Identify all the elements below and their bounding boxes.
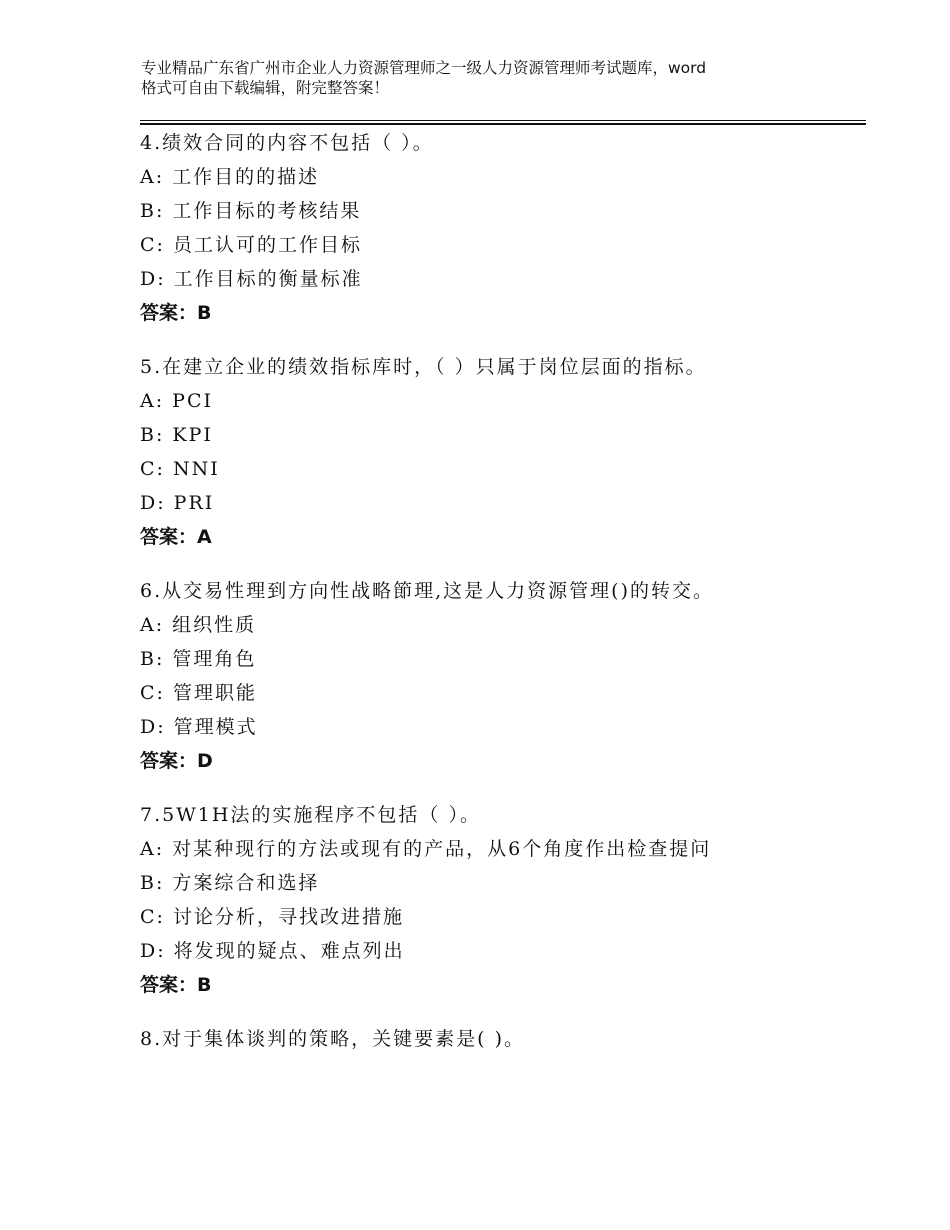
question-8 [140,1022,866,1056]
option-b: B: 管理角色 [140,648,257,670]
option-a: A: 工作目的的描述 [140,166,320,188]
option-b: B: KPI [140,424,213,446]
header-line-2: 格式可自由下载编辑，附完整答案！ [141,79,390,97]
question-stem: 4.绩效合同的内容不包括（ ）。 [140,132,434,154]
answer: 答案：B [140,974,212,996]
question-stem: 5.在建立企业的绩效指标库时，（ ）只属于岗位层面的指标。 [140,356,707,378]
question-4 [140,126,866,330]
option-c: C: 员工认可的工作目标 [140,234,362,256]
option-d: D: 工作目标的衡量标准 [140,268,363,290]
option-a: A: 对某种现行的方法或现有的产品，从6个角度作出检查提问 [140,838,712,860]
header-divider-thick [140,123,866,125]
option-b: B: 工作目标的考核结果 [140,200,362,222]
question-7 [140,798,866,1002]
option-d: D: 管理模式 [140,716,258,738]
option-c: C: 讨论分析，寻找改进措施 [140,906,404,928]
option-d: D: PRI [140,492,215,514]
option-b: B: 方案综合和选择 [140,872,320,894]
option-c: C: NNI [140,458,220,480]
header-divider-thin [140,120,866,121]
question-6 [140,574,866,778]
question-list [140,126,866,1076]
answer: 答案：A [140,526,212,548]
question-stem: 7.5W1H法的实施程序不包括（ ）。 [140,804,481,826]
option-a: A: 组织性质 [140,614,257,636]
answer: 答案：D [140,750,213,772]
document-header [141,58,841,98]
question-stem: 6.从交易性理到方向性战略節理,这是人力资源管理()的转交。 [140,580,714,602]
header-line-1: 专业精品广东省广州市企业人力资源管理师之一级人力资源管理师考试题库，word [141,59,707,77]
option-c: C: 管理职能 [140,682,257,704]
option-a: A: PCI [140,390,213,412]
option-d: D: 将发现的疑点、难点列出 [140,940,405,962]
question-stem: 8.对于集体谈判的策略，关键要素是( )。 [140,1028,525,1050]
question-5 [140,350,866,554]
answer: 答案：B [140,302,212,324]
